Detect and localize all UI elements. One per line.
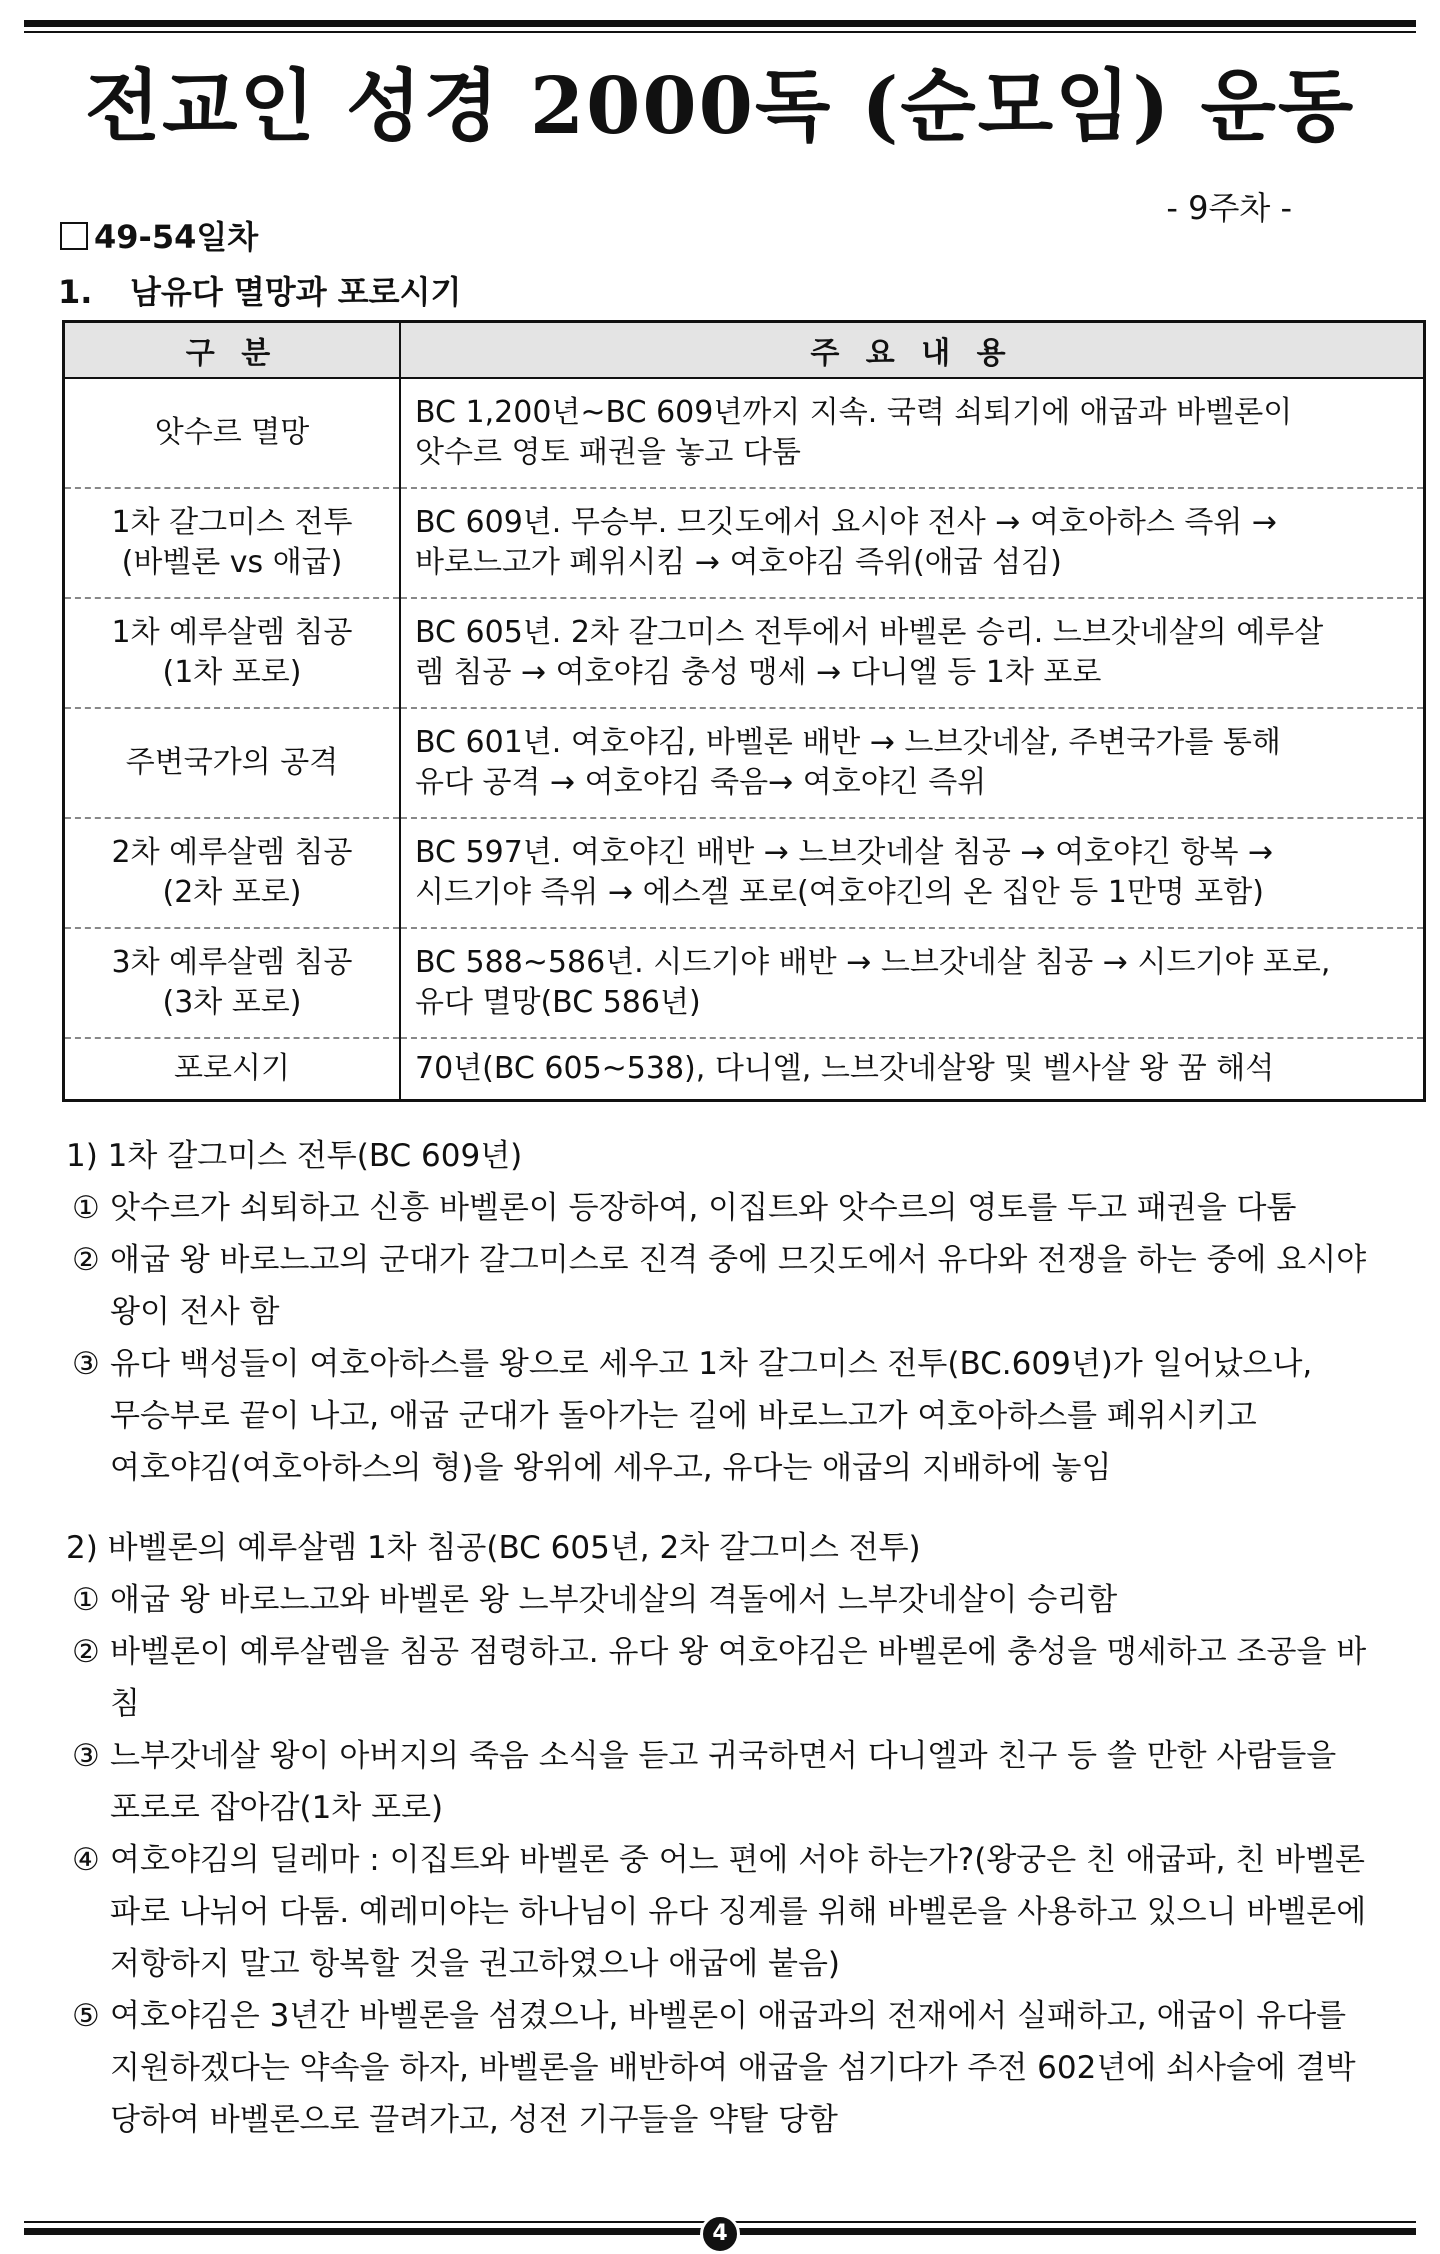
row-label: 앗수르 멸망 xyxy=(64,378,401,488)
table-header-category: 구 분 xyxy=(64,322,401,379)
item-marker: ③ xyxy=(72,1738,100,1774)
section-heading xyxy=(58,267,461,313)
table-row xyxy=(64,708,1425,818)
row-content: BC 588~586년. 시드기야 배반 → 느브갓네살 침공 → 시드기야 포로, 유다 멸망(BC 586년) xyxy=(400,928,1425,1038)
row-label: 주변국가의 공격 xyxy=(64,708,401,818)
list-item: ① 앗수르가 쇠퇴하고 신흥 바벨론이 등장하여, 이집트와 앗수르의 영토를 두고 패권을 다툼 xyxy=(66,1182,1380,1234)
table-row xyxy=(64,378,1425,488)
section-title: 남유다 멸망과 포로시기 xyxy=(130,273,462,311)
item-marker: ① xyxy=(72,1582,100,1618)
row-label: 3차 예루살렘 침공 (3차 포로) xyxy=(64,928,401,1038)
day-range xyxy=(60,212,258,258)
row-content: BC 1,200년~BC 609년까지 지속. 국력 쇠퇴기에 애굽과 바벨론이 앗수르 영토 패권을 놓고 다툼 xyxy=(400,378,1425,488)
row-content: BC 601년. 여호야김, 바벨론 배반 → 느브갓네살, 주변국가를 통해 유다 공격 → 여호야김 죽음→ 여호야긴 즉위 xyxy=(400,708,1425,818)
row-content: BC 597년. 여호야긴 배반 → 느브갓네살 침공 → 여호야긴 항복 → 시드기야 즉위 → 에스겔 포로(여호야긴의 온 집안 등 1만명 포함) xyxy=(400,818,1425,928)
row-label: 1차 예루살렘 침공 (1차 포로) xyxy=(64,598,401,708)
page-number-badge: 4 xyxy=(700,2214,740,2254)
item-marker: ④ xyxy=(72,1842,100,1878)
list-item: ② 애굽 왕 바로느고의 군대가 갈그미스로 진격 중에 므깃도에서 유다와 전쟁을 하는 중에 요시야 왕이 전사 함 xyxy=(66,1234,1380,1338)
table-row xyxy=(64,928,1425,1038)
day-range-label: 49-54일차 xyxy=(94,218,259,256)
spacer xyxy=(66,1494,1380,1522)
item-marker: ② xyxy=(72,1634,100,1670)
summary-table xyxy=(62,320,1426,1102)
week-label: - 9주차 - xyxy=(1166,189,1292,227)
list-item: ④ 여호야김의 딜레마 : 이집트와 바벨론 중 어느 편에 서야 하는가?(왕궁은 친 애굽파, 친 바벨론 파로 나뉘어 다툼. 예레미야는 하나님이 유다 징계를 위해 바벨론을 사용하고 있으니 바벨론에 저항하지 말고 항복할 것을 권고하였으나 애굽에 붙음) xyxy=(66,1834,1380,1990)
row-content: BC 605년. 2차 갈그미스 전투에서 바벨론 승리. 느브갓네살의 예루살 렘 침공 → 여호야김 충성 맹세 → 다니엘 등 1차 포로 xyxy=(400,598,1425,708)
row-label: 1차 갈그미스 전투 (바벨론 vs 애굽) xyxy=(64,488,401,598)
row-content: BC 609년. 무승부. 므깃도에서 요시야 전사 → 여호아하스 즉위 → 바로느고가 폐위시킴 → 여호야김 즉위(애굽 섬김) xyxy=(400,488,1425,598)
table-row xyxy=(64,1038,1425,1100)
item-marker: ① xyxy=(72,1190,100,1226)
list-item: ③ 유다 백성들이 여호아하스를 왕으로 세우고 1차 갈그미스 전투(BC.609년)가 일어났으나, 무승부로 끝이 나고, 애굽 군대가 돌아가는 길에 바로느고가 여호아하스를 폐위시키고 여호야김(여호아하스의 형)을 왕위에 세우고, 유다는 애굽의 지배하에 놓임 xyxy=(66,1338,1380,1494)
list-item: ① 애굽 왕 바로느고와 바벨론 왕 느부갓네살의 격돌에서 느부갓네살이 승리함 xyxy=(66,1574,1380,1626)
top-rule-thin xyxy=(24,31,1416,33)
item-marker: ② xyxy=(72,1242,100,1278)
list-item: ② 바벨론이 예루살렘을 침공 점령하고. 유다 왕 여호야김은 바벨론에 충성을 맹세하고 조공을 바침 xyxy=(66,1626,1380,1730)
body-text xyxy=(66,1130,1380,2146)
subsection-heading: 2) 바벨론의 예루살렘 1차 침공(BC 605년, 2차 갈그미스 전투) xyxy=(66,1530,921,1566)
section-number: 1. xyxy=(58,273,93,311)
table-row xyxy=(64,818,1425,928)
table-header-content: 주 요 내 용 xyxy=(400,322,1425,379)
row-label: 2차 예루살렘 침공 (2차 포로) xyxy=(64,818,401,928)
table-row xyxy=(64,598,1425,708)
row-label: 포로시기 xyxy=(64,1038,401,1100)
checkbox-square-icon xyxy=(60,222,88,250)
list-item: ③ 느부갓네살 왕이 아버지의 죽음 소식을 듣고 귀국하면서 다니엘과 친구 등 쓸 만한 사람들을 포로로 잡아감(1차 포로) xyxy=(66,1730,1380,1834)
page-title: 전교인 성경 2000독 (순모임) 운동 xyxy=(84,61,1356,152)
item-marker: ③ xyxy=(72,1346,100,1382)
list-item: ⑤ 여호야김은 3년간 바벨론을 섬겼으나, 바벨론이 애굽과의 전재에서 실패하고, 애굽이 유다를 지원하겠다는 약속을 하자, 바벨론을 배반하여 애굽을 섬기다가 주전 602년에 쇠사슬에 결박 당하여 바벨론으로 끌려가고, 성전 기구들을 약탈 당함 xyxy=(66,1990,1380,2146)
table-header-row xyxy=(64,322,1425,379)
row-content: 70년(BC 605~538), 다니엘, 느브갓네살왕 및 벨사살 왕 꿈 해석 xyxy=(415,1050,1275,1086)
item-marker: ⑤ xyxy=(72,1998,100,2034)
table-row xyxy=(64,488,1425,598)
top-rule-thick xyxy=(24,20,1416,27)
subsection-heading: 1) 1차 갈그미스 전투(BC 609년) xyxy=(66,1138,523,1174)
